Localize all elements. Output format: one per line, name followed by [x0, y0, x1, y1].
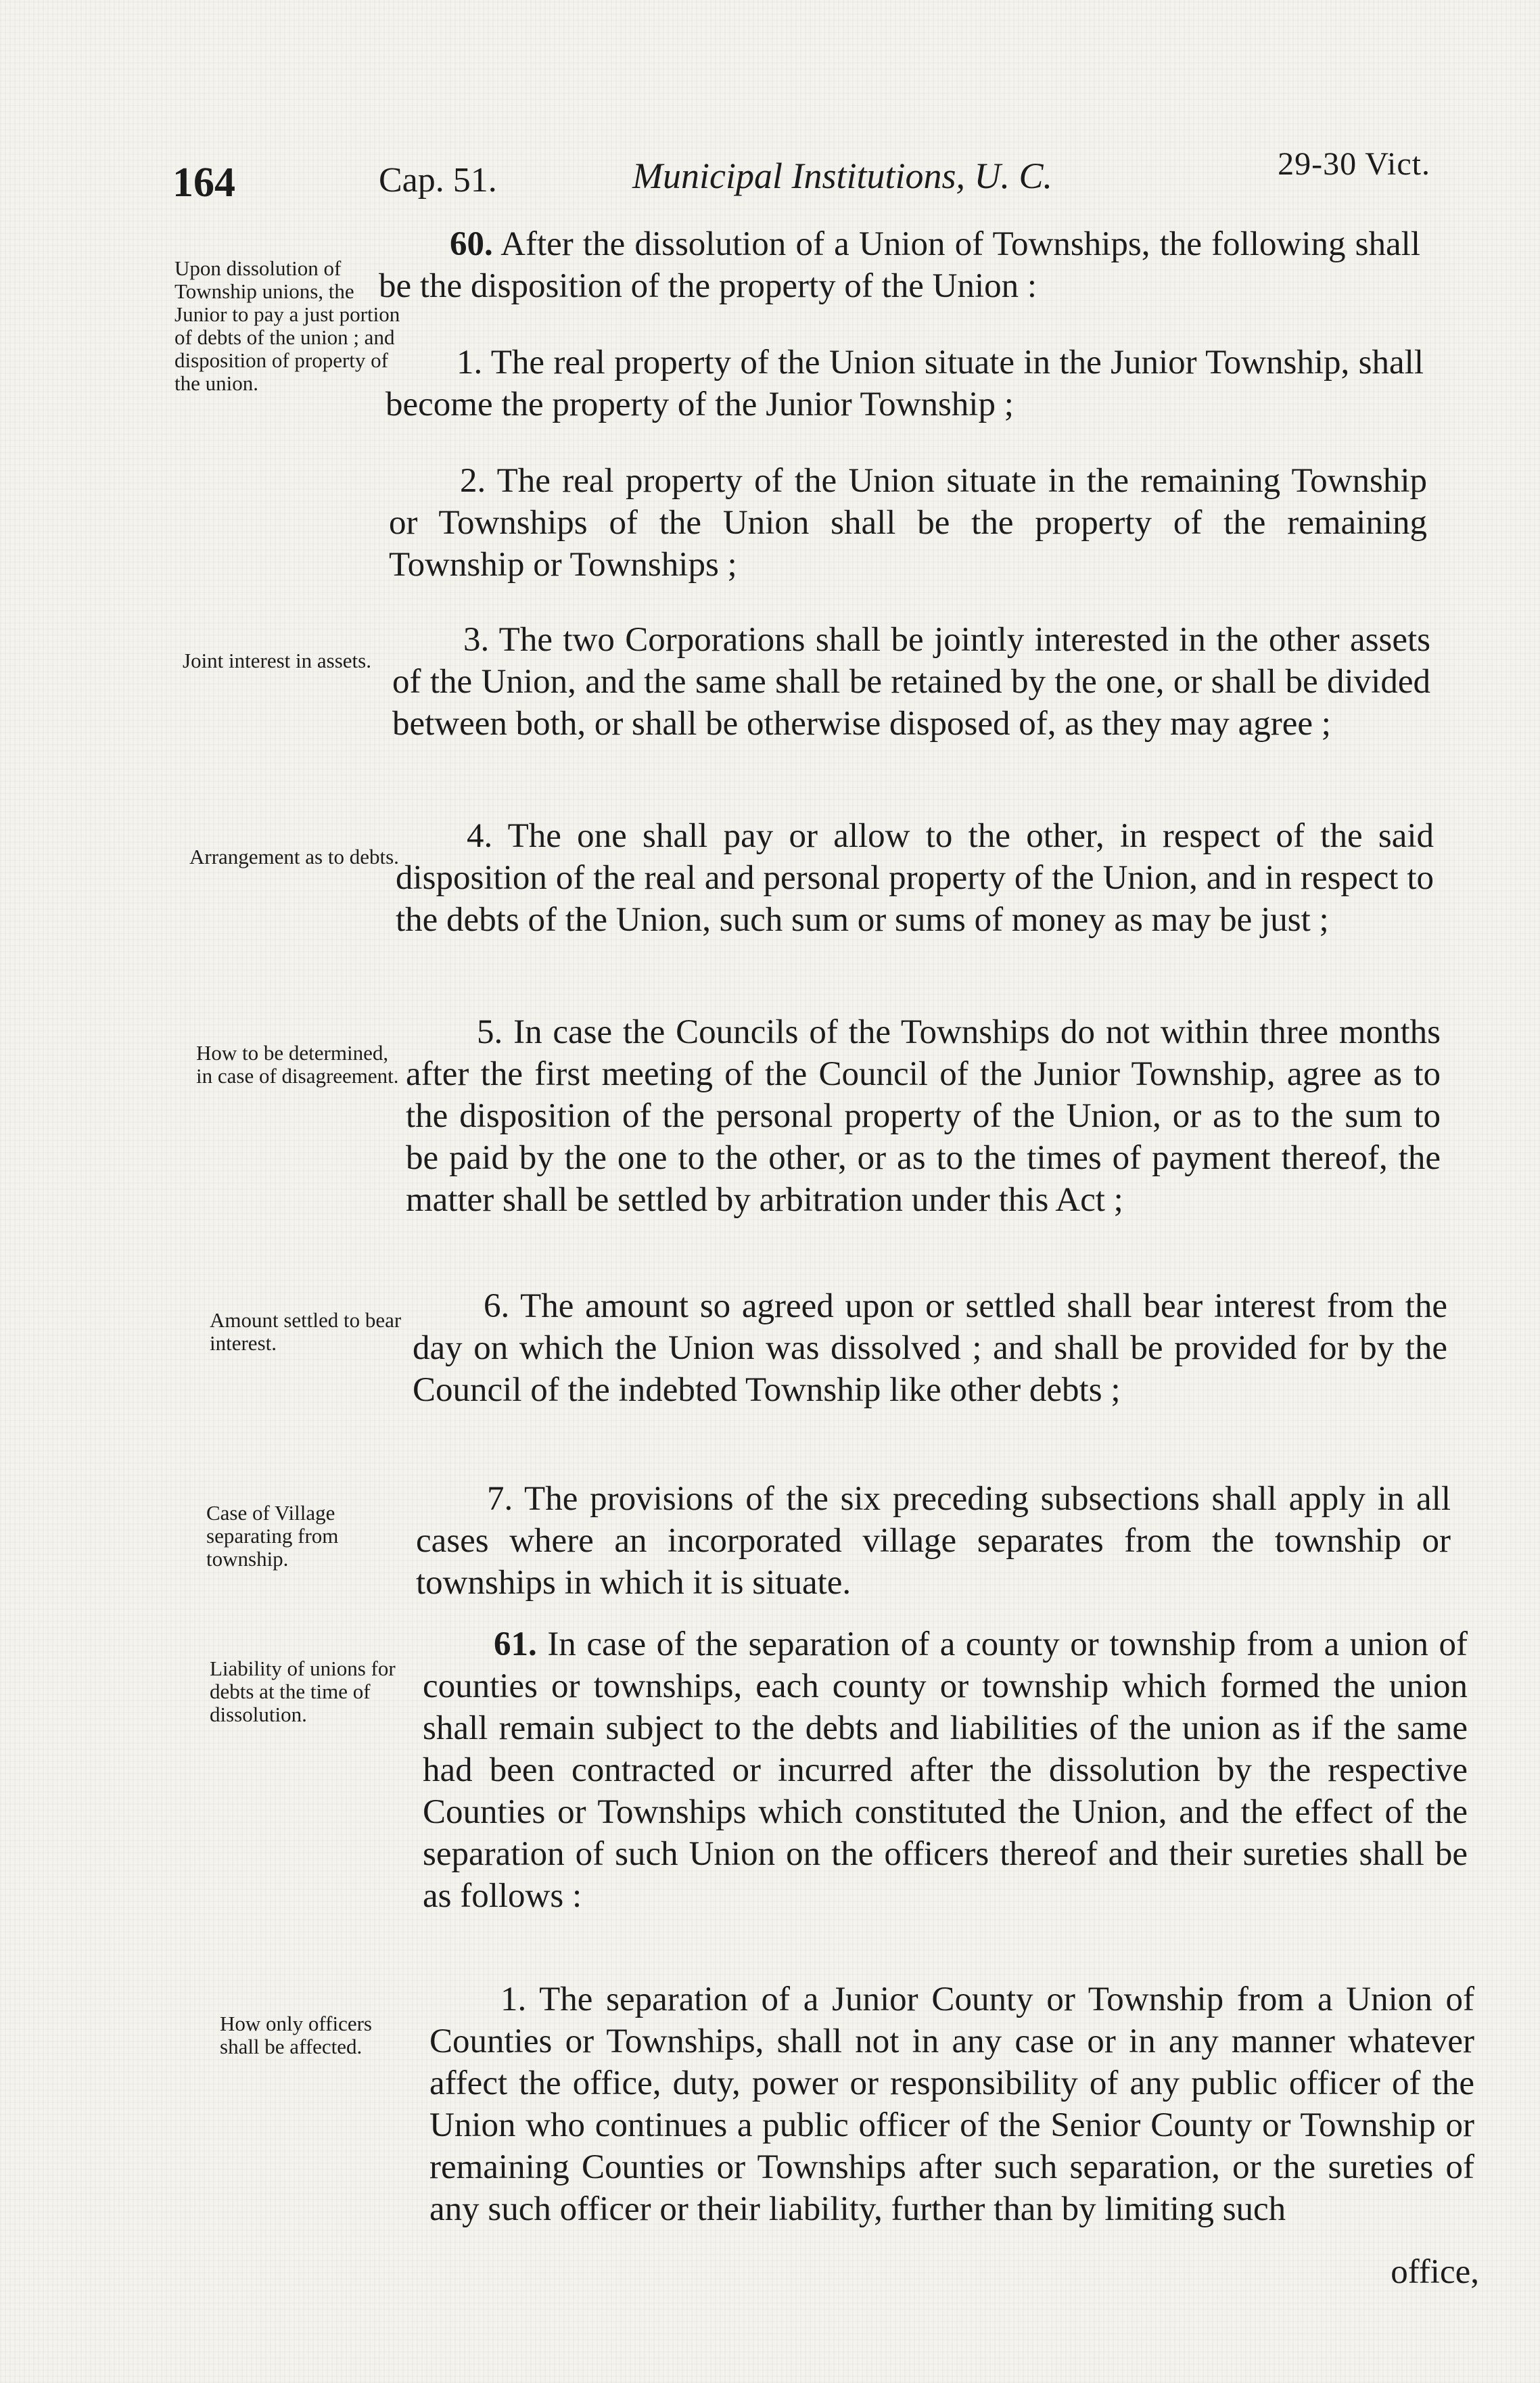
subsection-text: 5. In case the Councils of the Townships do not within three months after the first meeting of the Council of the Junior Township, agree as to the disposition of the personal property of the Union, or as to the sum to be paid by the one to the other, or as to the times of payment thereof, the matter shall be settled by arbitration under this Act ; [406, 1013, 1441, 1219]
margin-note: Amount settled to bear interest. [210, 1308, 402, 1355]
section-text [423, 1623, 1468, 1917]
subsection-text: 2. The real property of the Union situate in the remaining Township or Townships of the Union shall be the property of the remaining Township or Townships ; [389, 462, 1427, 584]
margin-note: Joint interest in assets. [183, 649, 371, 672]
running-header [172, 145, 1430, 206]
margin-note: How only officers shall be affected. [220, 2012, 372, 2058]
section-body: In case of the separation of a county or township from a union of counties or townships, each county or township which formed the union shall remain subject to the debts and liabilities of the union as if the same had been contracted or incurred after the dissolution by the respective Counties or Townships which constituted the Union, and the effect of the separation of such Union on the officers thereof and their sureties shall be as follows : [423, 1625, 1468, 1915]
margin-note: Upon dissolution of Township unions, the Junior to pay a just portion of debts of the union ; and disposition of property of the union. [174, 256, 400, 395]
regnal-year: 29-30 Vict. [1278, 146, 1430, 182]
subsection-text: 1. The separation of a Junior County or Township from a Union of Counties or Townships, shall not in any case or in any manner whatever affect the office, duty, power or responsibility of any public officer of the Union who continues a public officer of the Senior County or Township or remaining Counties or Townships after such separation, or the sureties of any such officer or their liability, further than by limiting such [429, 1981, 1474, 2228]
chapter-label: Cap. 51. [379, 161, 497, 200]
section-body: After the dissolution of a Union of Townships, the following shall be the disposition of the property of the Union : [379, 225, 1421, 305]
subsection-text: 1. The real property of the Union situate in the Junior Township, shall become the property of the Junior Township ; [386, 344, 1424, 423]
section-text [379, 223, 1420, 307]
page-number: 164 [172, 160, 235, 206]
subsection-text: 4. The one shall pay or allow to the other, in respect of the said disposition of the real and personal property of the Union, and in respect to the debts of the Union, such sum or sums of money as may be just ; [396, 817, 1434, 939]
section-number: 60. [450, 225, 493, 263]
section-number: 61. [494, 1625, 537, 1663]
margin-note: Case of Village separating from township. [206, 1501, 339, 1571]
margin-note: Liability of unions for debts at the time of dissolution. [210, 1657, 396, 1726]
subsection-text: 7. The provisions of the six preceding subsections shall apply in all cases where an incorporated village separates from the township or townships in which it is situate. [416, 1480, 1451, 1602]
margin-note: Arrangement as to debts. [189, 845, 399, 869]
running-title: Municipal Institutions, U. C. [632, 156, 1052, 196]
subsection-text: 6. The amount so agreed upon or settled shall bear interest from the day on which the Union was dissolved ; and shall be provided for by the Council of the indebted Township like other debts ; [413, 1287, 1447, 1409]
margin-note: How to be determined, in case of disagreement. [196, 1041, 399, 1088]
catchword: office, [1391, 2253, 1479, 2291]
subsection-text: 3. The two Corporations shall be jointly interested in the other assets of the Union, and the same shall be retained by the one, or shall be divided between both, or shall be otherwise disposed of, as they may agree ; [392, 621, 1430, 743]
